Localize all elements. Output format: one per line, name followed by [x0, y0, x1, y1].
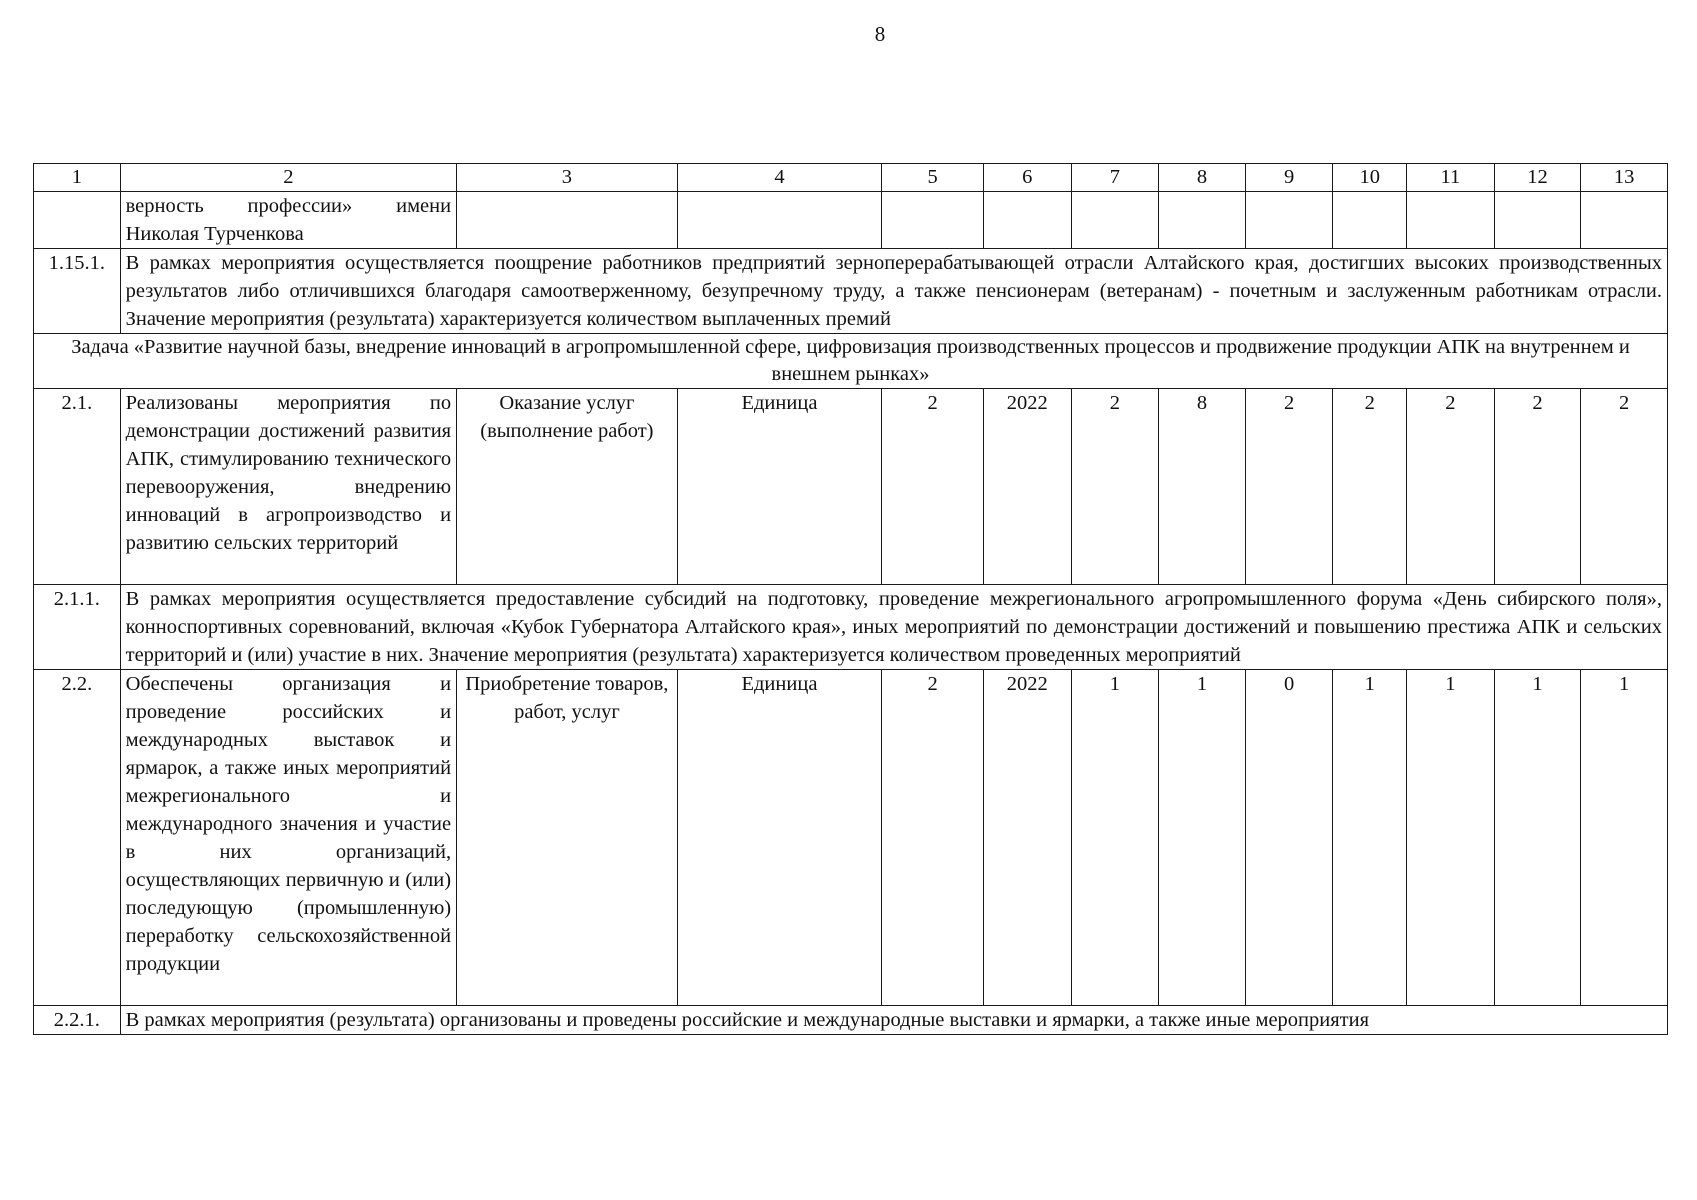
header-cell: 7 [1071, 164, 1159, 192]
header-cell: 13 [1581, 164, 1668, 192]
table-row [34, 192, 1668, 249]
result-type-cell: Приобретение товаров, работ, услуг [457, 670, 678, 1006]
value-cell: 1 [1581, 670, 1668, 1006]
header-cell: 5 [882, 164, 984, 192]
description-cell: В рамках мероприятия осуществляется предоставление субсидий на подготовку, проведение межрегионального агропромышленного форума «День сибирского поля», конноспортивных соревнований, включая «Кубок Губернатора Алтайского края», иных мероприятий по демонстрации достижений и повышению престижа АПК и сельских территорий и (или) участие в них. Значение мероприятия (результата) характеризуется количеством проведенных мероприятий [120, 585, 1667, 670]
header-cell: 1 [34, 164, 121, 192]
value-cell: 8 [1159, 389, 1246, 585]
result-type-cell: Оказание услуг (выполнение работ) [457, 389, 678, 585]
value-cell: 2 [882, 670, 984, 1006]
value-cell: 1 [1407, 670, 1495, 1006]
description-cell: В рамках мероприятия осуществляется поощрение работников предприятий зерноперерабатывающей отрасли Алтайского края, достигших высоких производственных результатов либо отличившихся благодаря самоотверженному, безупречному труду, а также пенсионерам (ветеранам) - почетным и заслуженным работникам отрасли. Значение мероприятия (результата) характеризуется количеством выплаченных премий [120, 249, 1667, 334]
value-cell: 2 [1494, 389, 1581, 585]
row-number: 2.2. [34, 670, 121, 1006]
row-number: 1.15.1. [34, 249, 121, 334]
value-cell: 2 [1071, 389, 1159, 585]
header-cell: 9 [1245, 164, 1333, 192]
value-cell: 2 [882, 389, 984, 585]
header-cell: 6 [983, 164, 1071, 192]
result-name-cell: Реализованы мероприятия по демонстрации достижений развития АПК, стимулированию технического перевооружения, внедрению инноваций в агропроизводство и развитию сельских территорий [120, 389, 456, 585]
table-row [34, 249, 1668, 334]
description-cell: В рамках мероприятия (результата) организованы и проведены российские и международные выставки и ярмарки, а также иные мероприятия [120, 1006, 1667, 1035]
unit-cell: Единица [677, 389, 882, 585]
base-year-cell: 2022 [983, 389, 1071, 585]
table-row [34, 389, 1668, 585]
task-row [34, 334, 1668, 389]
header-cell: 10 [1333, 164, 1407, 192]
value-cell: 1 [1159, 670, 1246, 1006]
header-cell: 4 [677, 164, 882, 192]
unit-cell: Единица [677, 670, 882, 1006]
column-number-header [34, 164, 1668, 192]
header-cell: 2 [120, 164, 456, 192]
row-number: 2.1. [34, 389, 121, 585]
value-cell: 1 [1333, 670, 1407, 1006]
row-number: 2.1.1. [34, 585, 121, 670]
results-table [33, 163, 1668, 1035]
value-cell: 1 [1494, 670, 1581, 1006]
value-cell: 0 [1245, 670, 1333, 1006]
header-cell: 3 [457, 164, 678, 192]
row-number: 2.2.1. [34, 1006, 121, 1035]
header-cell: 8 [1159, 164, 1246, 192]
page-number: 8 [874, 22, 886, 46]
task-heading: Задача «Развитие научной базы, внедрение инноваций в агропромышленной сфере, цифровизация производственных процессов и продвижение продукции АПК на внутреннем и внешнем рынках» [34, 334, 1668, 389]
value-cell: 2 [1407, 389, 1495, 585]
base-year-cell: 2022 [983, 670, 1071, 1006]
header-cell: 12 [1494, 164, 1581, 192]
table-row [34, 1006, 1668, 1035]
value-cell: 2 [1245, 389, 1333, 585]
value-cell: 2 [1333, 389, 1407, 585]
value-cell: 2 [1581, 389, 1668, 585]
table-row [34, 585, 1668, 670]
header-cell: 11 [1407, 164, 1495, 192]
result-name-cell: Обеспечены организация и проведение российских и международных выставок и ярмарок, а также иных мероприятий межрегионального и международного значения и участие в них организаций, осуществляющих первичную и (или) последующую (промышленную) переработку сельскохозяйственной продукции [120, 670, 456, 1006]
table-row [34, 670, 1668, 1006]
result-name-cell: верность профессии» имени Николая Турченкова [120, 192, 456, 249]
value-cell: 1 [1071, 670, 1159, 1006]
